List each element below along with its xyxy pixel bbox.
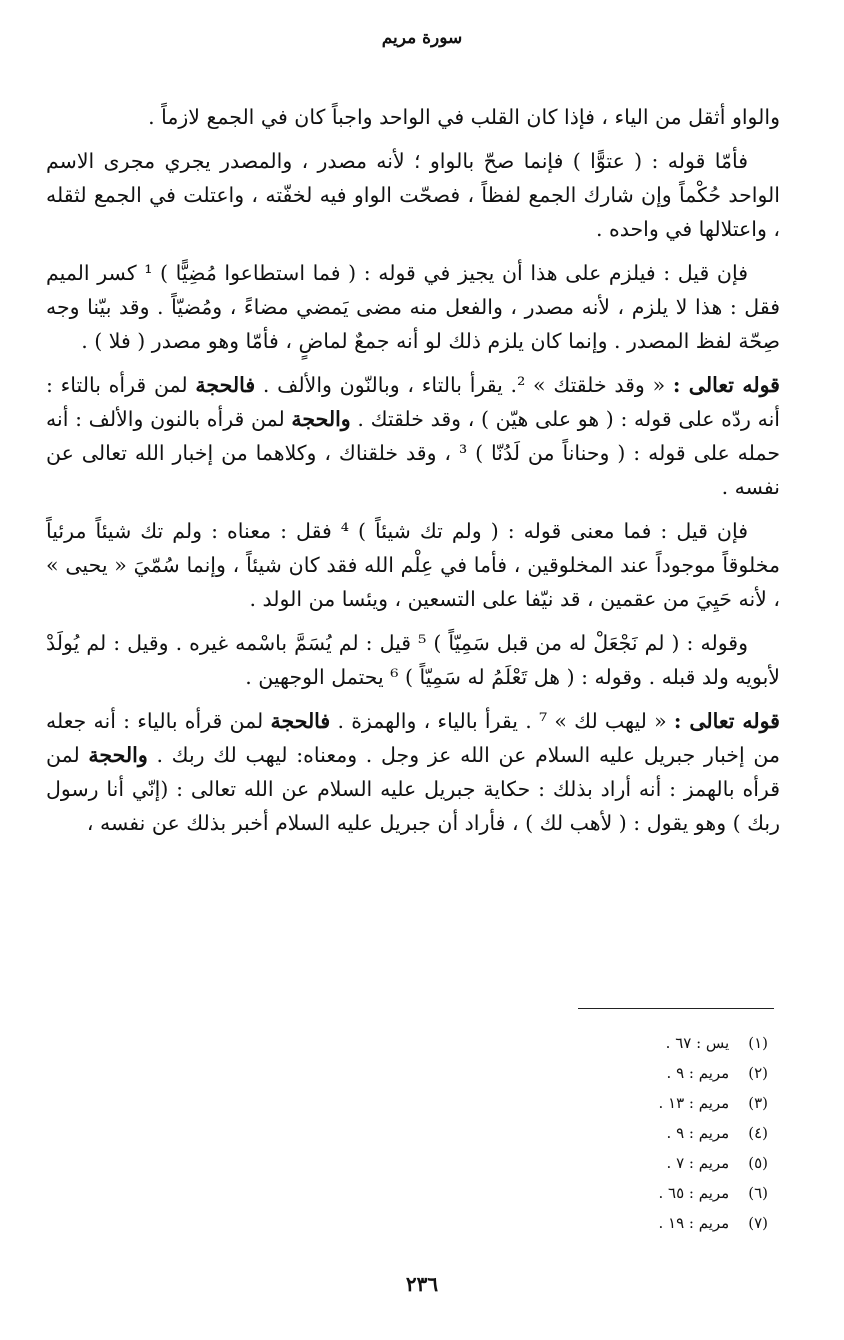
footnote-number: (٤)	[748, 1124, 768, 1142]
footnote-item	[508, 1088, 768, 1118]
paragraph-2: فأمّا قوله : ( عتوًّا ) فإنما صحّ بالواو ؛ لأنه مصدر ، والمصدر يجري مجرى الاسم الواحد حُكْماً وإن شارك الجمع لفظاً ، فصحّت الواو فيه لخفّته ، واعتلت في الجمع لثقله ، واعتلالها في واحده .	[46, 149, 780, 241]
body-text	[46, 100, 780, 850]
paragraph-3: فإن قيل : فيلزم على هذا أن يجيز في قوله : ( فما استطاعوا مُضِيًّا ) ¹ كسر الميم فقل : هذا لا يلزم ، لأنه مصدر ، والفعل منه مضى يَمضي مضاءً ، ومُضيّاً . وقد بيّنا وجه صِحّة لفظ المصدر . وإنما كان يلزم ذلك لو أنه جمعٌ لماضٍ ، فأمّا وهو مصدر ( فلا ) .	[46, 261, 780, 353]
footnote-number: (٢)	[748, 1064, 768, 1082]
verse-text: « وقد خلقتك » ². يقرأ بالتاء ، وبالنّون والألف .	[262, 373, 666, 397]
footnote-text: مريم : ١٩ .	[658, 1214, 730, 1232]
page-number: ٢٣٦	[405, 1272, 439, 1296]
paragraph-7	[46, 704, 780, 840]
footnote-number: (٣)	[748, 1094, 768, 1112]
verse-text: « ليهب لك » ⁷ . يقرأ بالياء ، والهمزة .	[337, 709, 667, 733]
footnote-number: (١)	[748, 1034, 768, 1052]
hujja-text: لمن قرأه بالهمز : أنه أراد بذلك : حكاية جبريل عليه السلام عن الله تعالى : (إنّي أنا رسول ربك ) وهو يقول : ( لأهب لك ) ، فأراد أن جبريل عليه السلام أخبر بذلك عن نفسه ،	[46, 743, 780, 835]
paragraph-6: وقوله : ( لم نَجْعَلْ له من قبل سَمِيّاً ) ⁵ قيل : لم يُسَمَّ باسْمه غيره . وقيل : لم يُولَدْ لأبويه ولد قبله . وقوله : ( هل تَعْلَمُ له سَمِيّاً ) ⁶ يحتمل الوجهين .	[46, 631, 780, 689]
page-header-title: سورة مريم	[381, 28, 463, 48]
verse-lead: قوله تعالى :	[673, 709, 780, 733]
footnote-text: مريم : ٩ .	[666, 1124, 730, 1142]
hujja-text: لمن قرأه بالياء : أنه جعله من إخبار جبريل عليه السلام عن الله عز وجل . ومعناه: ليهب لك ربك .	[46, 709, 780, 767]
footnote-item	[508, 1118, 768, 1148]
hujja-text: لمن قرأه بالتاء : أنه ردّه على قوله : ( هو على هيّن ) ، وقد خلقتك .	[46, 373, 780, 431]
footnote-item	[508, 1178, 768, 1208]
hujja-label: فالحجة	[270, 709, 331, 733]
footnote-item	[508, 1058, 768, 1088]
verse-lead: قوله تعالى :	[672, 373, 780, 397]
footnote-number: (٦)	[748, 1184, 768, 1202]
footnotes-list	[508, 1028, 768, 1238]
paragraph-1: والواو أثقل من الياء ، فإذا كان القلب في الواحد واجباً كان في الجمع لازماً .	[148, 105, 780, 129]
footnote-item	[508, 1208, 768, 1238]
footnote-text: مريم : ٩ .	[666, 1064, 730, 1082]
footnote-number: (٥)	[748, 1154, 768, 1172]
hujja-label: والحجة	[291, 407, 351, 431]
paragraph-5: فإن قيل : فما معنى قوله : ( ولم تك شيئاً ) ⁴ فقل : معناه : ولم تك شيئاً مرئياً مخلوقاً موجوداً عند المخلوقين ، فأما في عِلْم الله فقد كان شيئاً ، وإنما سُمّيَ « يحيى » ، لأنه حَيِيَ من عقمين ، قد نيّفا على التسعين ، ويئسا من الولد .	[46, 519, 780, 611]
footnote-divider	[578, 1008, 774, 1009]
footnote-text: مريم : ٦٥ .	[658, 1184, 730, 1202]
hujja-text: لمن قرأه بالنون والألف : أنه حمله على قوله : ( وحناناً من لَدُنّا ) ³ ، وقد خلقناك ، وكلاهما من إخبار الله تعالى عن نفسه .	[46, 407, 780, 499]
footnote-text: مريم : ١٣ .	[658, 1094, 730, 1112]
footnote-item	[508, 1028, 768, 1058]
hujja-label: فالحجة	[195, 373, 256, 397]
footnote-number: (٧)	[748, 1214, 768, 1232]
footnote-text: مريم : ٧ .	[666, 1154, 730, 1172]
hujja-label: والحجة	[88, 743, 148, 767]
footnote-text: يس : ٦٧ .	[665, 1034, 730, 1052]
footnote-item	[508, 1148, 768, 1178]
paragraph-4	[46, 368, 780, 504]
